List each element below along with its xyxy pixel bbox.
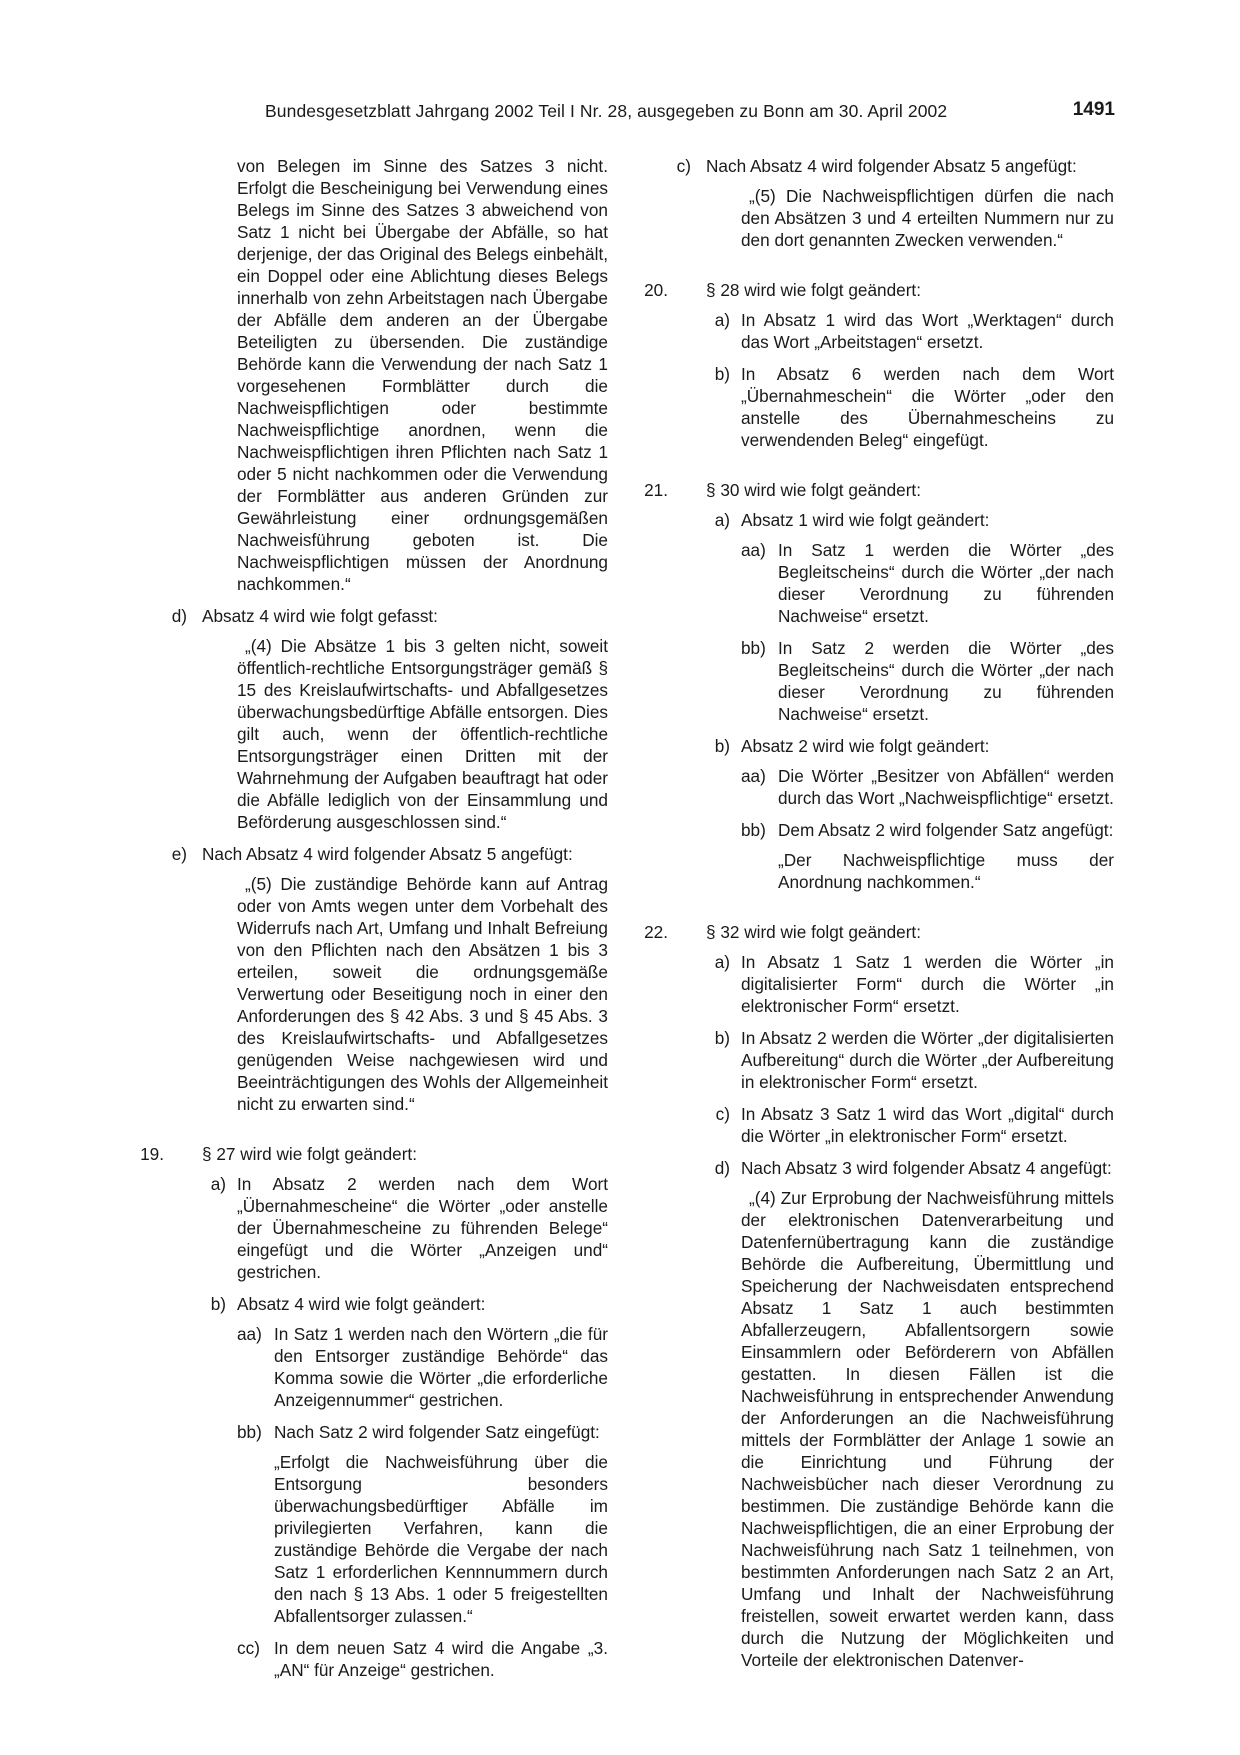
item-label: d) [171,606,187,626]
item-label: e) [171,844,187,864]
item-text: Nach Satz 2 wird folgender Satz eingefügt: [274,1422,600,1442]
amendment-22d [706,1157,1114,1671]
item-text: In Satz 1 werden nach den Wörtern „die für den Entsorger zuständige Behörde“ das Komma sowie die Wörter „die erforderliche Anzeigennummer“ gestrichen. [274,1324,608,1410]
item-text: In Absatz 6 werden nach dem Wort „Übernahmeschein“ die Wörter „oder den anstelle des Übernahmescheins zu verwendenden Beleg“ eingefügt. [741,364,1114,450]
amendment-e [128,843,608,1115]
item-label: c) [676,156,691,176]
item-label: aa) [741,766,766,786]
amendment-21a-bb [741,637,1114,725]
section-text: § 30 wird wie folgt geändert: [706,480,921,500]
item-text: In Absatz 3 Satz 1 wird das Wort „digital“ durch die Wörter „in elektronischer Form“ ersetzt. [741,1104,1114,1146]
quoted-text: „Erfolgt die Nachweisführung über die Entsorgung besonders überwachungsbedürftiger Abfälle im privilegierten Verfahren, kann die zuständige Behörde die Vergabe der nach Satz 1 erforderlichen Kennnummern durch den nach § 13 Abs. 1 oder 5 freigestellten Abfallentsorger zulassen.“ [274,1452,608,1626]
item-label: bb) [741,638,766,658]
amendment-19b-aa [237,1323,608,1411]
item-text: In dem neuen Satz 4 wird die Angabe „3. „AN“ für Anzeige“ gestrichen. [274,1638,608,1680]
item-text: In Absatz 2 werden nach dem Wort „Übernahmescheine“ die Wörter „oder anstelle der Übernahmescheine zu führenden Belege“ eingefügt und die Wörter „Anzeigen und“ gestrichen. [237,1174,608,1282]
amendment-c [632,155,1114,251]
item-text: Nach Absatz 3 wird folgender Absatz 4 angefügt: [741,1158,1112,1178]
running-header: Bundesgesetzblatt Jahrgang 2002 Teil I Nr. 28, ausgegeben zu Bonn am 30. April 2002 [265,101,948,121]
item-text: Absatz 1 wird wie folgt geändert: [741,510,990,530]
amendment-21a-aa [741,539,1114,627]
amendment-20b [706,363,1114,451]
item-text: Dem Absatz 2 wird folgender Satz angefügt: [778,820,1114,840]
amendment-19a [202,1173,608,1283]
quoted-text: „(5) Die zuständige Behörde kann auf Antrag oder von Amts wegen unter dem Vorbehalt des Widerrufs nach Art, Umfang und Inhalt Befreiung von den Pflichten nach den Absätzen 1 bis 3 erteilen, soweit die ordnungsgemäße Verwertung oder Beseitigung noch in einer den Anforderungen des § 42 Abs. 3 und § 45 Abs. 3 des Kreislaufwirtschafts- und Abfallgesetzes genügenden Weise nachgewiesen wird und Beeinträchtigungen des Wohls der Allgemeinheit nicht zu erwarten sind.“ [237,874,608,1114]
item-text: Nach Absatz 4 wird folgender Absatz 5 angefügt: [706,156,1077,176]
amendment-22a [706,951,1114,1017]
item-text: In Absatz 1 Satz 1 werden die Wörter „in digitalisierter Form“ durch die Wörter „in elektronischer Form“ ersetzt. [741,952,1114,1016]
item-text: Nach Absatz 4 wird folgender Absatz 5 angefügt: [202,844,573,864]
item-label: bb) [237,1422,262,1442]
section-22 [632,921,1114,1671]
quoted-text: „(4) Die Absätze 1 bis 3 gelten nicht, soweit öffentlich-rechtliche Entsorgungsträger gemäß § 15 des Kreislaufwirtschafts- und Abfallgesetzes überwachungsbedürftige Abfälle entsorgen. Dies gilt auch, wenn der öffentlich-rechtliche Entsorgungsträger einen Dritten mit der Wahrnehmung der Aufgaben beauftragt hat oder die Abfälle lediglich von der Einsammlung und Beförderung ausgeschlossen sind.“ [237,636,608,832]
quoted-text: „(4) Zur Erprobung der Nachweisführung mittels der elektronischen Datenverarbeitung und Datenfernübertragung kann die zuständige Behörde die Aufbereitung, Übermittlung und Speicherung der Nachweisdaten entsprechend Absatz 1 Satz 1 auch bestimmten Abfallerzeugern, Abfallentsorgern sowie Einsammlern oder Beförderern von Abfällen gestatten. In diesen Fällen ist die Nachweisführung in entsprechender Anwendung der Anforderungen an die Nachweisführung mittels der Formblätter der Anlage 1 sowie an die Einrichtung und Führung der Nachweisbücher nach dieser Verordnung zu bestimmen. Die zuständige Behörde kann die Nachweispflichtigen, die an einer Erprobung der Nachweisführung nach Satz 1 teilnehmen, von bestimmten Anforderungen nach Satz 2 an Art, Umfang und Inhalt der Nachweisführung freistellen, soweit erwartet werden kann, dass durch die Nutzung der Möglichkeiten und Vorteile der elektronischen Datenver- [741,1188,1114,1670]
amendment-19b-cc [237,1637,608,1681]
section-number: 20. [644,280,668,300]
page-number: 1491 [1072,99,1115,120]
section-21 [632,479,1114,893]
section-text: § 32 wird wie folgt geändert: [706,922,921,942]
amendment-22c [706,1103,1114,1147]
left-column [128,155,608,1681]
item-text: In Absatz 2 werden die Wörter „der digitalisierten Aufbereitung“ durch die Wörter „der Aufbereitung in elektronischer Form“ ersetzt. [741,1028,1114,1092]
section-19 [128,1143,608,1681]
item-label: c) [715,1104,730,1124]
amendment-21b [706,735,1114,893]
item-text: Absatz 4 wird wie folgt gefasst: [202,606,438,626]
item-label: a) [210,1174,226,1194]
right-column [632,155,1114,1671]
item-text: In Absatz 1 wird das Wort „Werktagen“ durch das Wort „Arbeitstagen“ ersetzt. [741,310,1114,352]
item-label: a) [714,310,730,330]
item-text: Absatz 4 wird wie folgt geändert: [237,1294,486,1314]
page-header [265,100,1115,130]
item-label: a) [714,510,730,530]
amendment-19b-bb [237,1421,608,1627]
item-label: d) [714,1158,730,1178]
item-label: b) [714,736,730,756]
amendment-22b [706,1027,1114,1093]
quoted-text: „(5) Die Nachweispflichtigen dürfen die nach den Absätzen 3 und 4 erteilten Nummern nur zu den dort genannten Zwecken verwenden.“ [741,186,1114,250]
section-number: 19. [140,1144,164,1164]
amendment-21a [706,509,1114,725]
quoted-text: „Der Nachweispflichtige muss der Anordnung nachkommen.“ [778,850,1114,892]
item-text: Die Wörter „Besitzer von Abfällen“ werden durch das Wort „Nachweispflichtige“ ersetzt. [778,766,1114,808]
item-text: In Satz 1 werden die Wörter „des Begleitscheins“ durch die Wörter „der nach dieser Verordnung zu führenden Nachweise“ ersetzt. [778,540,1114,626]
amendment-21b-bb [741,819,1114,893]
amendment-19b [202,1293,608,1681]
item-label: b) [714,1028,730,1048]
section-text: § 27 wird wie folgt geändert: [202,1144,417,1164]
item-label: aa) [741,540,766,560]
section-text: § 28 wird wie folgt geändert: [706,280,921,300]
section-number: 21. [644,480,668,500]
continuation-paragraph: von Belegen im Sinne des Satzes 3 nicht. Erfolgt die Bescheinigung bei Verwendung eines Belegs im Sinne des Satzes 3 abweichend von Satz 1 nicht bei Übergabe der Abfälle, so hat derjenige, der das Original des Belegs einbehält, ein Doppel oder eine Ablichtung dieses Belegs innerhalb von zehn Arbeitstagen nach Übergabe der Abfälle dem anderen an der Übergabe Beteiligten zu übersenden. Die zuständige Behörde kann die Verwendung der nach Satz 1 vorgesehenen Formblätter durch die Nachweispflichtigen oder bestimmte Nachweispflichtige anordnen, wenn die Nachweispflichtigen ihren Pflichten nach Satz 1 oder 5 nicht nachkommen oder die Verwendung der Formblätter aus anderen Gründen zur Gewährleistung einer ordnungsgemäßen Nachweisführung geboten ist. Die Nachweispflichtigen müssen der Anordnung nachkommen.“ [237,156,608,594]
section-20 [632,279,1114,451]
amendment-20a [706,309,1114,353]
item-label: b) [210,1294,226,1314]
item-text: Absatz 2 wird wie folgt geändert: [741,736,990,756]
amendment-21b-aa [741,765,1114,809]
item-label: bb) [741,820,766,840]
section-number: 22. [644,922,668,942]
item-label: b) [714,364,730,384]
item-label: a) [714,952,730,972]
item-label: cc) [237,1638,260,1658]
item-label: aa) [237,1324,262,1344]
item-text: In Satz 2 werden die Wörter „des Begleitscheins“ durch die Wörter „der nach dieser Verordnung zu führenden Nachweise“ ersetzt. [778,638,1114,724]
amendment-d [128,605,608,833]
